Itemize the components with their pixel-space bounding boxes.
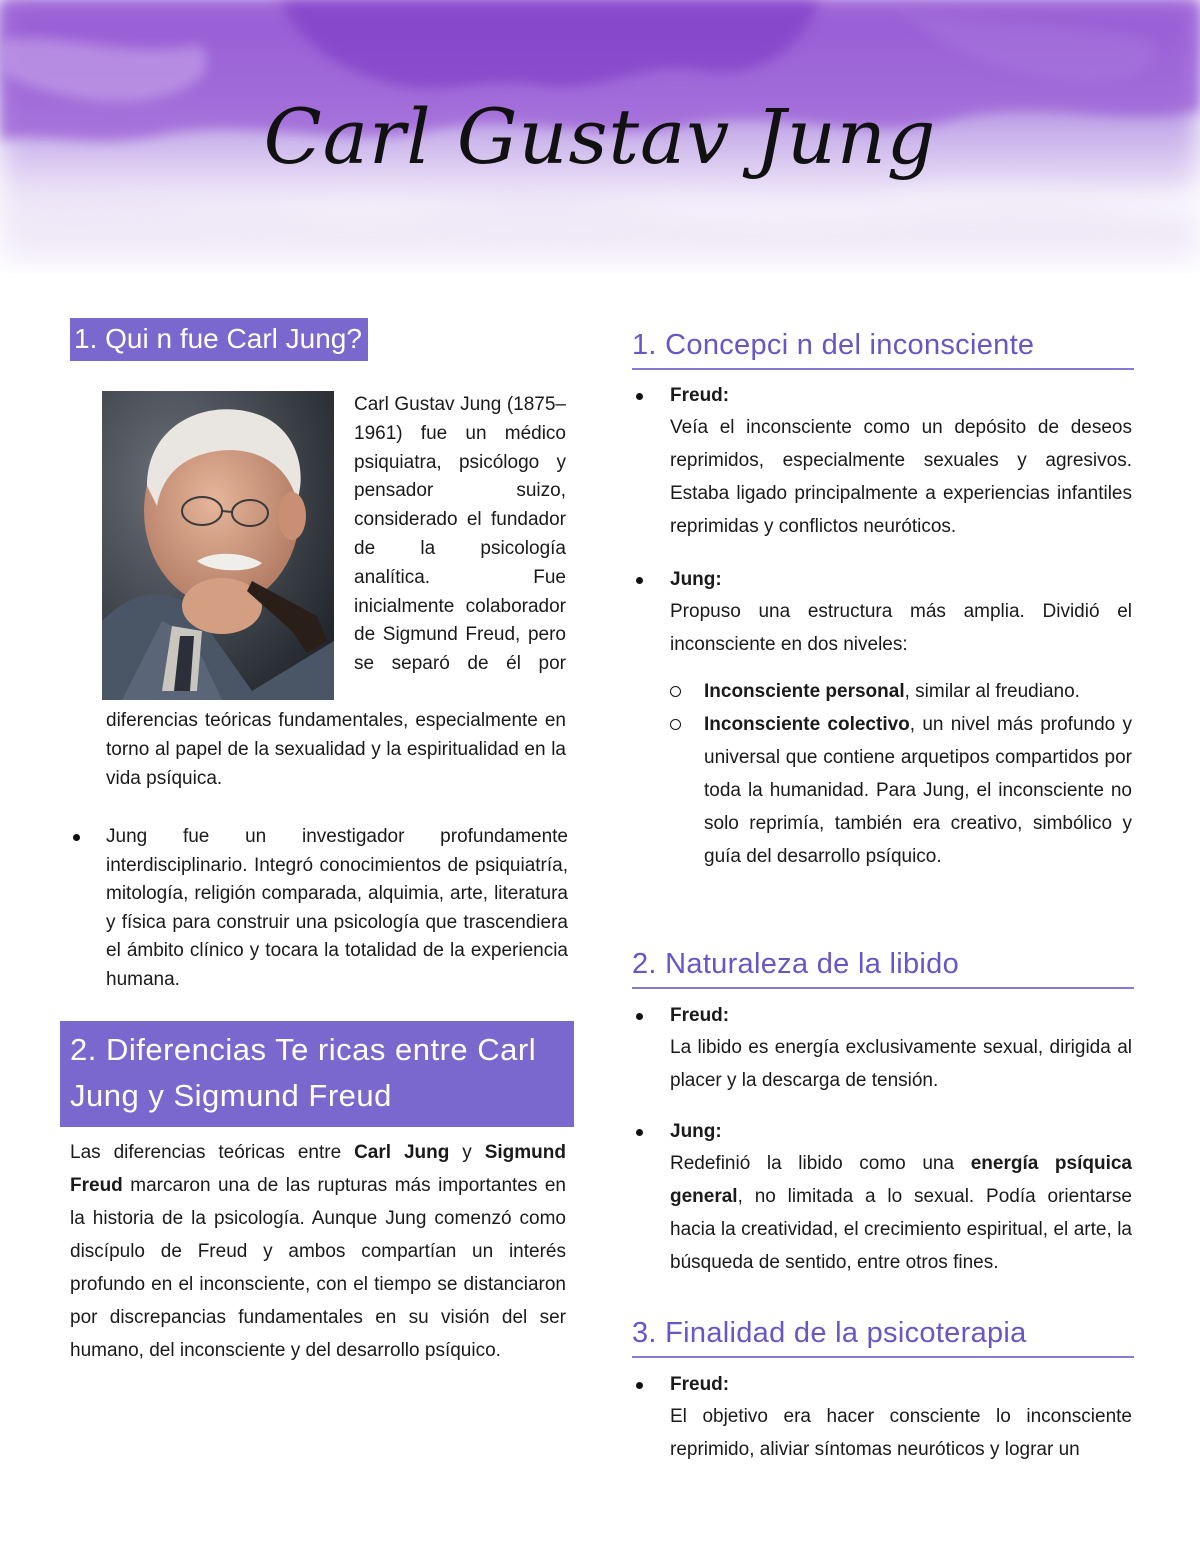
freud-label: Freud:	[670, 1374, 730, 1395]
section1-intro-text: Carl Gustav Jung (1875–1961) fue un médico psiquiatra, psicólogo y pensador suizo, considerado el fundador de la psicología analítica. Fue inicialmente colaborador de Sigmund Freud, pero se separó de él por	[354, 394, 566, 675]
text-run: Redefinió la libido como una	[670, 1153, 971, 1174]
section2-heading-line1: 2. Diferencias Te ricas entre Carl	[70, 1032, 537, 1067]
section2-paragraph	[70, 1136, 566, 1367]
sub-list-item	[668, 675, 1132, 708]
bold-text: energía psíquica general	[670, 1153, 1132, 1207]
right-heading-3: 3. Finalidad de la psicoterapia	[632, 1313, 1134, 1358]
freud-label: Freud:	[670, 1005, 730, 1026]
list-item	[632, 1001, 1132, 1097]
section2-heading-line2: Jung y Sigmund Freud	[70, 1078, 392, 1113]
jung-text: Propuso una estructura más amplia. Dividió el inconsciente en dos niveles:	[670, 601, 1132, 655]
list-item	[632, 565, 1132, 873]
right-list-2	[632, 1001, 1132, 1279]
bold-text: Carl Jung	[354, 1142, 450, 1163]
bold-text: Inconsciente colectivo	[704, 714, 910, 735]
bold-text: Sigmund Freud	[70, 1142, 567, 1196]
document-title: Carl Gustav Jung	[263, 92, 937, 181]
list-item	[632, 1370, 1132, 1466]
section1-intro-continued: diferencias teóricas fundamentales, especialmente en torno al papel de la sexualidad y la espiritualidad en la vida psíquica.	[106, 710, 566, 789]
text-run: , similar al freudiano.	[904, 681, 1080, 702]
right-heading-2: 2. Naturaleza de la libido	[632, 944, 1134, 989]
right-heading-1: 1. Concepci n del inconsciente	[632, 325, 1134, 370]
freud-text: Veía el inconsciente como un depósito de deseos reprimidos, especialmente sexuales y agresivos. Estaba ligado principalmente a experiencias infantiles reprimidas y conflictos neuróticos.	[670, 417, 1132, 537]
section2-heading-box	[60, 1021, 574, 1127]
list-item	[632, 381, 1132, 543]
section1-bullet-list	[70, 823, 568, 994]
text-run: y	[449, 1142, 485, 1163]
text-run: marcaron una de las rupturas más importantes en la historia de la psicología. Aunque Jung comenzó como discípulo de Freud y ambos compartían un interés profundo en el inconsciente, con el tiempo se distanciaron por discrepancias fundamentales en su visión del ser humano, del inconsciente y del desarrollo psíquico.	[70, 1175, 566, 1361]
right-list-3	[632, 1370, 1132, 1466]
jung-label: Jung:	[670, 1121, 722, 1142]
freud-text: La libido es energía exclusivamente sexual, dirigida al placer y la descarga de tensión.	[670, 1037, 1132, 1091]
bold-text: Inconsciente personal	[704, 681, 905, 702]
text-run: , un nivel más profundo y universal que contiene arquetipos compartidos por toda la humanidad. Para Jung, el inconsciente no solo reprimía, también era creativo, simbólico y guía del desarrollo psíquico.	[704, 714, 1132, 867]
carl-jung-portrait	[102, 391, 334, 700]
jung-text	[670, 1147, 1132, 1279]
section1-heading: 1. Qui n fue Carl Jung?	[70, 318, 368, 361]
freud-text: El objetivo era hacer consciente lo inconsciente reprimido, aliviar síntomas neuróticos y lograr un	[670, 1406, 1132, 1460]
freud-label: Freud:	[670, 385, 730, 406]
sub-list-item	[668, 708, 1132, 873]
list-item	[632, 1117, 1132, 1279]
jung-label: Jung:	[670, 569, 722, 590]
list-item: Jung fue un investigador profundamente interdisciplinario. Integró conocimientos de psiquiatría, mitología, religión comparada, alquimia, arte, literatura y física para construir una psicología que trascendiera el ámbito clínico y tocara la totalidad de la experiencia humana.	[70, 823, 568, 994]
right-list-1	[632, 381, 1132, 873]
sub-list	[668, 675, 1132, 873]
text-run: Las diferencias teóricas entre	[70, 1142, 355, 1163]
text-run: , no limitada a lo sexual. Podía orientarse hacia la creatividad, el crecimiento espiritual, el arte, la búsqueda de sentido, entre otros fines.	[670, 1186, 1132, 1273]
